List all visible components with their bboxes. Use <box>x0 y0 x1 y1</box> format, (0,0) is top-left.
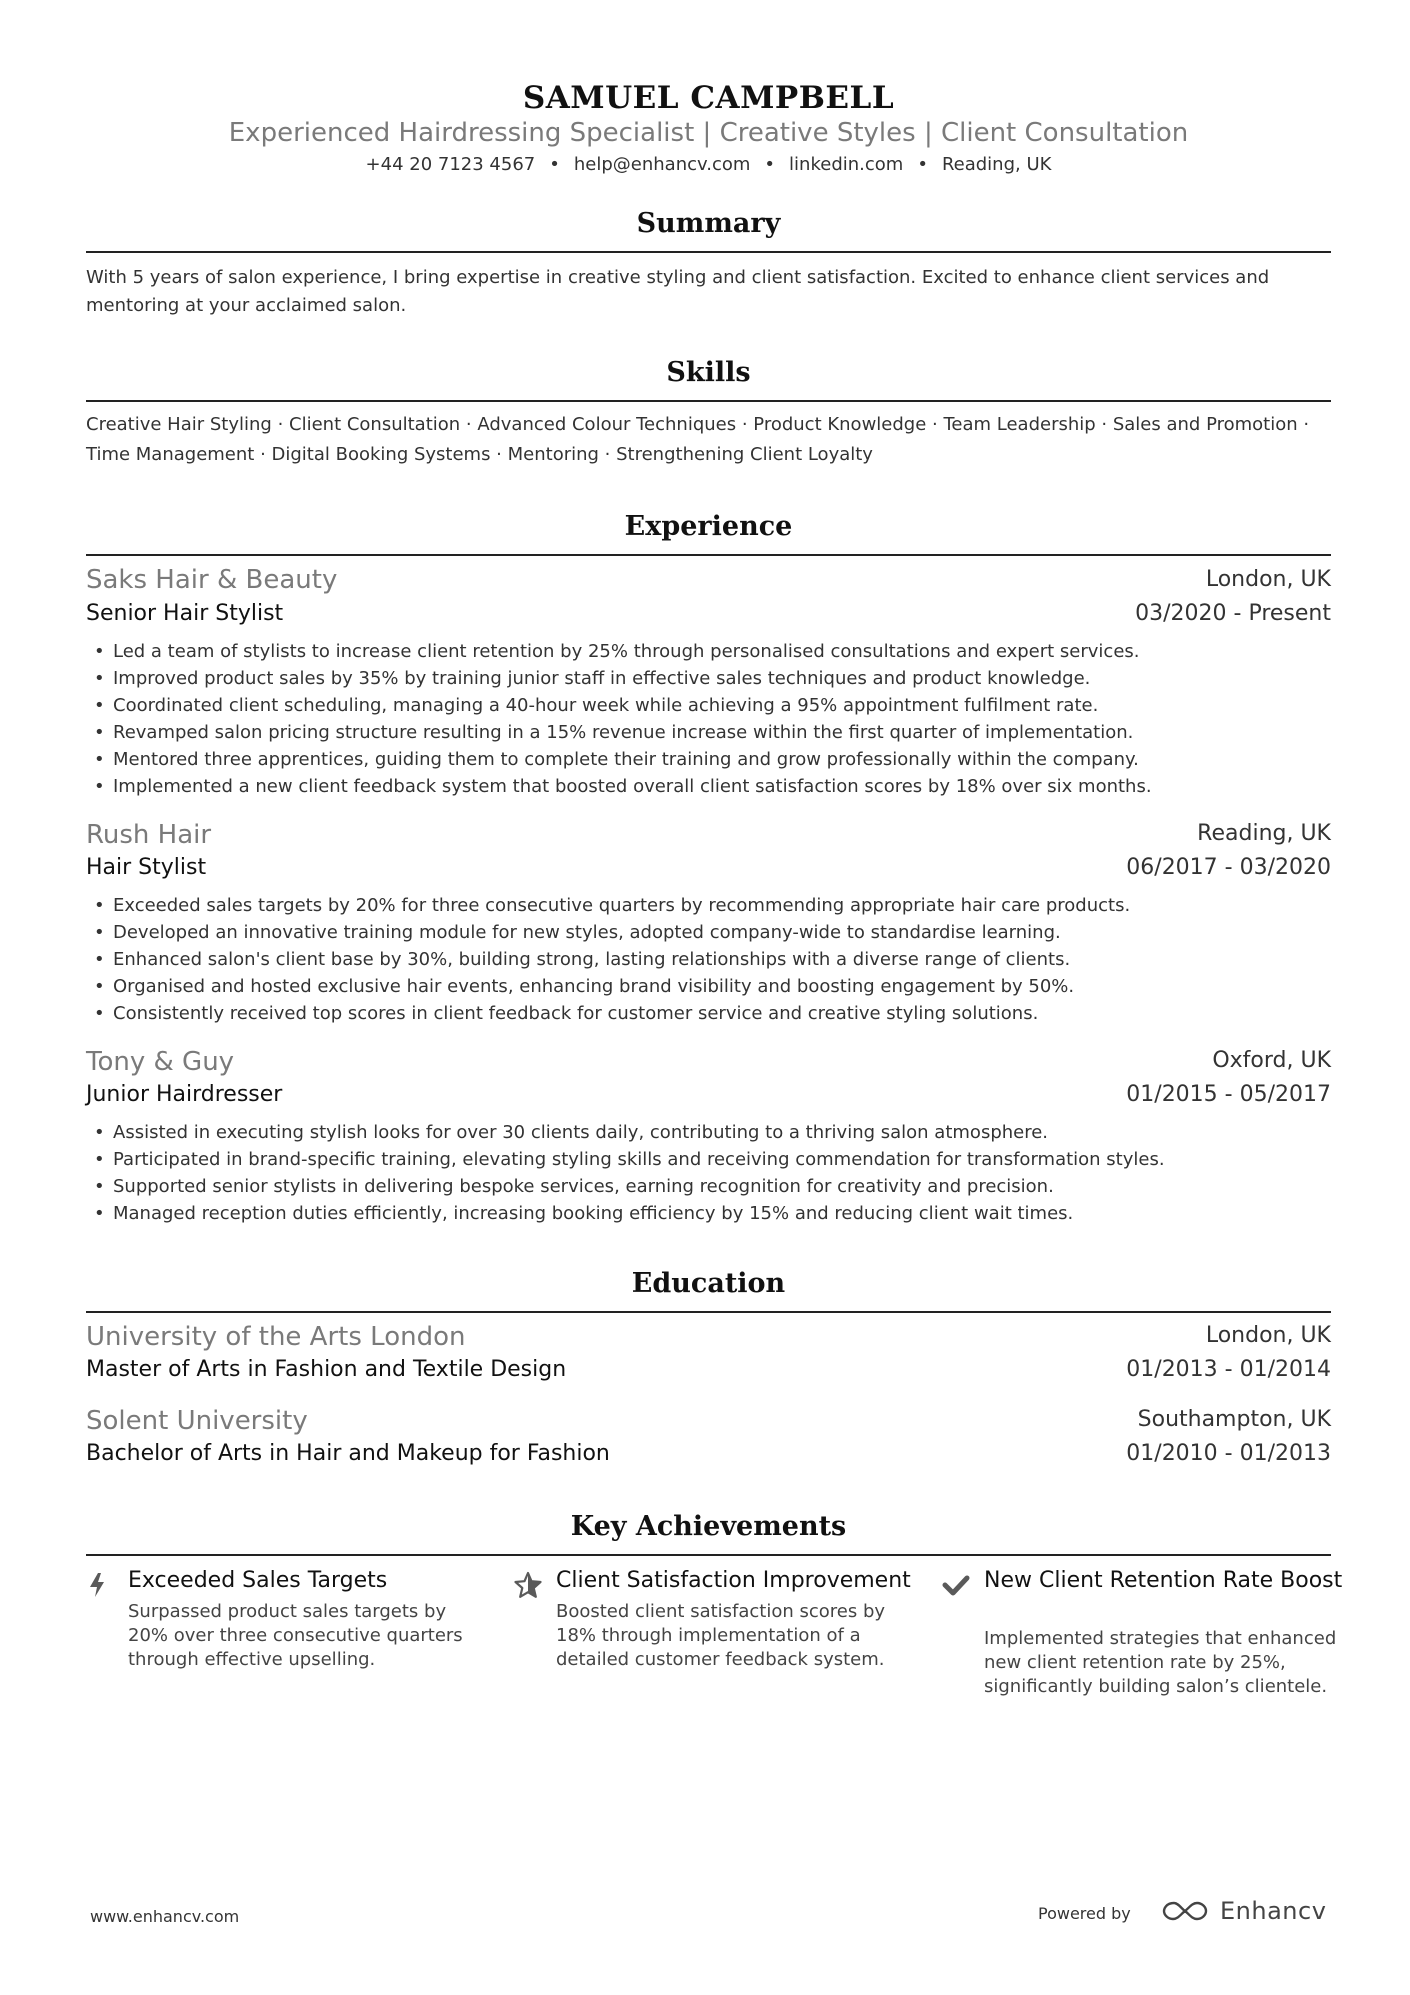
contact-email[interactable]: help@enhancv.com <box>573 154 751 175</box>
education-degree: Master of Arts in Fashion and Textile Design <box>86 1357 567 1382</box>
education-school: University of the Arts London <box>86 1322 466 1352</box>
achievement-description: Implemented strategies that enhanced new client retention rate by 25%, significantly building salon’s clientele. <box>984 1628 1337 1697</box>
star-icon <box>514 1571 542 1599</box>
education-dates: 01/2010 - 01/2013 <box>1126 1441 1331 1466</box>
achievement-title: Client Satisfaction Improvement <box>556 1568 911 1593</box>
achievement-description: Surpassed product sales targets by 20% over three consecutive quarters through effective upselling. <box>128 1601 463 1670</box>
list-item: • Implemented a new client feedback system that boosted overall client satisfaction scores by 18% over six months. <box>86 773 1331 800</box>
job-title: Hair Stylist <box>86 855 207 880</box>
job-title: Senior Hair Stylist <box>86 601 284 626</box>
job-bullet-list <box>86 638 1331 800</box>
job-company: Rush Hair <box>86 820 212 850</box>
contact-phone: +44 20 7123 4567 <box>365 154 536 175</box>
skills-list-line-1: Creative Hair Styling · Client Consultation · Advanced Colour Techniques · Product Knowledge · Team Leadership · Sales and Promotion · <box>86 414 1310 435</box>
list-item: • Managed reception duties efficiently, increasing booking efficiency by 15% and reducing client wait times. <box>86 1200 1331 1227</box>
separator-dot: • <box>917 154 928 175</box>
job-title: Junior Hairdresser <box>86 1082 283 1107</box>
education-location: London, UK <box>1205 1323 1331 1348</box>
section-divider <box>86 554 1331 556</box>
section-divider <box>86 1554 1331 1556</box>
list-item: • Exceeded sales targets by 20% for three consecutive quarters by recommending appropriate hair care products. <box>86 892 1331 919</box>
lightning-icon <box>86 1571 114 1599</box>
job-dates: 01/2015 - 05/2017 <box>1126 1082 1331 1107</box>
footer-powered-by: Powered by <box>1038 1904 1131 1923</box>
list-item: • Consistently received top scores in client feedback for customer service and creative styling solutions. <box>86 1000 1331 1027</box>
experience-heading: Experience <box>624 511 793 542</box>
list-item: • Assisted in executing stylish looks for over 30 clients daily, contributing to a thriving salon atmosphere. <box>86 1119 1331 1146</box>
separator-dot: • <box>764 154 776 175</box>
section-divider <box>86 400 1331 402</box>
job-company: Saks Hair & Beauty <box>86 565 338 595</box>
job-dates: 03/2020 - Present <box>1135 601 1331 626</box>
education-degree: Bachelor of Arts in Hair and Makeup for Fashion <box>86 1441 610 1466</box>
list-item: • Mentored three apprentices, guiding them to complete their training and grow professionally within the company. <box>86 746 1331 773</box>
job-dates: 06/2017 - 03/2020 <box>1126 855 1331 880</box>
education-heading: Education <box>631 1268 786 1299</box>
list-item: • Participated in brand-specific training, elevating styling skills and receiving commendation for transformation styles. <box>86 1146 1331 1173</box>
achievement-title: Exceeded Sales Targets <box>128 1568 388 1593</box>
list-item: • Organised and hosted exclusive hair events, enhancing brand visibility and boosting engagement by 50%. <box>86 973 1331 1000</box>
list-item: • Improved product sales by 35% by training junior staff in effective sales techniques and product knowledge. <box>86 665 1331 692</box>
section-divider <box>86 1311 1331 1313</box>
job-location: Reading, UK <box>1197 821 1331 846</box>
summary-text: With 5 years of salon experience, I bring expertise in creative styling and client satisfaction. Excited to enhance client services and mentoring at your acclaimed salon. <box>86 267 1270 316</box>
list-item: • Coordinated client scheduling, managing a 40-hour week while achieving a 95% appointment fulfilment rate. <box>86 692 1331 719</box>
summary-heading: Summary <box>636 208 781 239</box>
achievement-title: New Client Retention Rate Boost <box>984 1568 1343 1593</box>
job-location: Oxford, UK <box>1212 1048 1331 1073</box>
skills-heading: Skills <box>666 357 751 388</box>
footer-website[interactable]: www.enhancv.com <box>90 1907 240 1926</box>
list-item: • Led a team of stylists to increase client retention by 25% through personalised consultations and expert services. <box>86 638 1331 665</box>
education-school: Solent University <box>86 1406 308 1436</box>
section-divider <box>86 251 1331 253</box>
job-company: Tony & Guy <box>86 1047 235 1077</box>
education-location: Southampton, UK <box>1137 1407 1331 1432</box>
list-item: • Developed an innovative training module for new styles, adopted company-wide to standardise learning. <box>86 919 1331 946</box>
contact-info <box>86 154 1331 175</box>
list-item: • Enhanced salon's client base by 30%, building strong, lasting relationships with a diverse range of clients. <box>86 946 1331 973</box>
candidate-name: SAMUEL CAMPBELL <box>522 80 895 116</box>
achievement-description: Boosted client satisfaction scores by 18% through implementation of a detailed customer feedback system. <box>556 1601 886 1670</box>
checkmark-icon <box>942 1571 970 1599</box>
education-dates: 01/2013 - 01/2014 <box>1126 1357 1331 1382</box>
contact-location: Reading, UK <box>941 154 1052 175</box>
enhancv-logo-icon <box>1160 1897 1210 1925</box>
job-location: London, UK <box>1205 567 1331 592</box>
job-bullet-list <box>86 1119 1331 1227</box>
list-item: • Revamped salon pricing structure resulting in a 15% revenue increase within the first quarter of implementation. <box>86 719 1331 746</box>
footer-brand: Enhancv <box>1220 1897 1327 1925</box>
list-item: • Supported senior stylists in delivering bespoke services, earning recognition for creativity and precision. <box>86 1173 1331 1200</box>
candidate-tagline: Experienced Hairdressing Specialist | Creative Styles | Client Consultation <box>228 118 1189 148</box>
contact-linkedin[interactable]: linkedin.com <box>789 154 904 175</box>
achievements-heading: Key Achievements <box>570 1511 847 1542</box>
job-bullet-list <box>86 892 1331 1027</box>
separator-dot: • <box>549 154 560 175</box>
skills-list-line-2: Time Management · Digital Booking Systems · Mentoring · Strengthening Client Loyalty <box>86 444 873 465</box>
